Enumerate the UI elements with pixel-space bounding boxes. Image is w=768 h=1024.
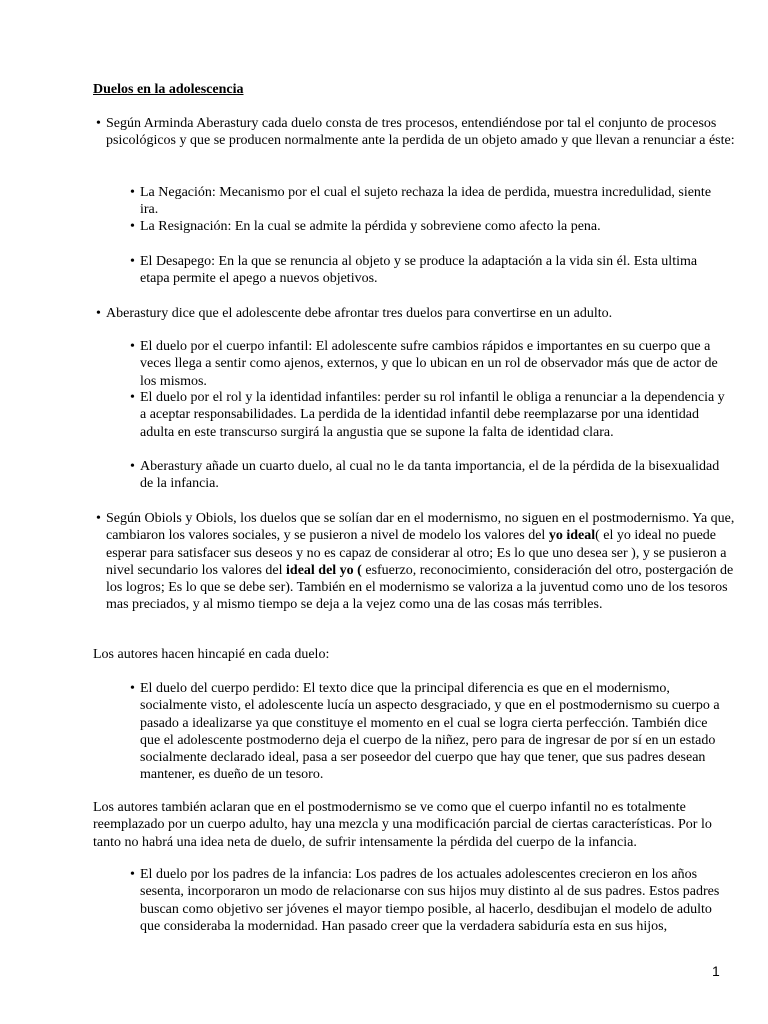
list-item-text: Aberastury añade un cuarto duelo, al cual no le da tanta importancia, el de la pérdida de la bisexualidad de la infancia.: [140, 459, 720, 492]
bullet-obiols: [96, 510, 736, 614]
bullet-aberastury-procesos: [96, 115, 736, 150]
list-item-text: La Negación: Mecanismo por el cual el sujeto rechaza la idea de perdida, muestra incredulidad, siente ira.: [140, 185, 712, 218]
bullet-marker: •: [96, 511, 101, 526]
page-number: 1: [712, 963, 720, 979]
bullet-marker: •: [130, 681, 135, 696]
list-item-text: La Resignación: En la cual se admite la pérdida y sobreviene como afecto la pena.: [140, 219, 601, 234]
paragraph-hincapie: Los autores hacen hincapié en cada duelo:: [93, 647, 330, 662]
paragraph-text: Aberastury dice que el adolescente debe afrontar tres duelos para convertirse en un adulto.: [106, 306, 613, 321]
page-title: Duelos en la adolescencia: [93, 82, 244, 97]
bullet-tres-duelos: [96, 305, 736, 322]
bullet-marker: •: [130, 254, 135, 269]
text-run: ( el yo ideal no puede esperar para satisfacer sus deseos y no es capaz de considerar al otro; Es lo que uno desea ser ), y se pusieron a nivel secundario los valores del: [106, 528, 727, 578]
list-item-text: El duelo del cuerpo perdido: El texto dice que la principal diferencia es que en el modernismo, socialmente visto, el adolescente lucía un aspecto desgraciado, y que en el postmodernismo su cuerpo a pasado a idealizarse ya que constituye el momento en el cual se logra cierta perfección. También dice que el adolescente postmoderno deja el cuerpo de la niñez, pero para de ingresar de por sí en un estado socialmente declarado ideal, pasa a ser poseedor del cuerpo que hay que tener, que sus padres desean mantener, es dueño de un tesoro.: [140, 681, 720, 783]
bold-term-ideal-del-yo: ideal del yo (: [286, 562, 362, 578]
bullet-desapego: [130, 253, 730, 288]
bullet-resignacion: [130, 218, 730, 235]
bullet-cuerpo-perdido: [130, 680, 730, 784]
bullet-marker: •: [130, 339, 135, 354]
paragraph-text: [96, 510, 736, 614]
bold-term-yo-ideal: yo ideal: [548, 528, 596, 544]
bullet-cuerpo-infantil: [130, 338, 730, 390]
list-item-text: El duelo por el rol y la identidad infantiles: perder su rol infantil le obliga a renunciar a la dependencia y a aceptar responsabilidades. La perdida de la identidad infantil debe reemplazarse por una identidad adulta en este transcurso surgirá la angustia que se supone la falta de identidad clara.: [140, 390, 725, 440]
bullet-negacion: [130, 184, 730, 219]
bullet-marker: •: [130, 185, 135, 200]
list-item-text: El Desapego: En la que se renuncia al objeto y se produce la adaptación a la vida sin él. Esta ultima etapa permite el apego a nuevos objetivos.: [140, 254, 698, 287]
paragraph-text: Según Arminda Aberastury cada duelo consta de tres procesos, entendiéndose por tal el conjunto de procesos psicológicos y que se producen normalmente ante la perdida de un objeto amado y que llevan a renunciar a éste:: [106, 116, 735, 149]
bullet-marker: •: [130, 219, 135, 234]
bullet-padres-infancia: [130, 866, 730, 935]
bullet-marker: •: [96, 116, 101, 131]
list-item-text: El duelo por los padres de la infancia: Los padres de los actuales adolescentes crecieron en los años sesenta, incorporaron un modo de relacionarse con sus hijos muy distinto al de sus padres. Estos padres buscan como objetivo ser jóvenes el mayor tiempo posible, al hacerlo, desdibujan el modelo de adulto que consideraba la modernidad. Han pasado creer que la verdadera sabiduría esta en sus hijos,: [140, 867, 720, 934]
paragraph-postmodernismo: Los autores también aclaran que en el postmodernismo se ve como que el cuerpo infantil no es totalmente reemplazado por un cuerpo adulto, hay una mezcla y una modificación parcial de ciertas características. Por lo tanto no habrá una idea neta de duelo, de sufrir intensamente la pérdida del cuerpo de la infancia.: [93, 800, 712, 850]
list-item-text: El duelo por el cuerpo infantil: El adolescente sufre cambios rápidos e importantes en su cuerpo que a veces llega a sentir como ajenos, externos, y que lo ubican en un rol de observador más que de actor de los mismos.: [140, 339, 718, 389]
bullet-marker: •: [130, 867, 135, 882]
text-run: Según Obiols y Obiols, los duelos que se solían dar en el modernismo, no siguen en el postmodernismo. Ya que, cambiaron los valores sociales, y se pusieron a nivel de modelo los valores del: [106, 511, 735, 544]
bullet-rol-identidad: [130, 389, 730, 441]
bullet-cuarto-duelo: [130, 458, 730, 493]
bullet-marker: •: [130, 459, 135, 474]
bullet-marker: •: [96, 306, 101, 321]
bullet-marker: •: [130, 390, 135, 405]
text-run: esfuerzo, reconocimiento, consideración del otro, postergación de los logros; Es lo que se debe ser). También en el modernismo se valoriza a la juventud como uno de los tesoros mas preciados, y al mismo tiempo se deja a la vejez como una de las cosas más terribles.: [106, 562, 734, 613]
